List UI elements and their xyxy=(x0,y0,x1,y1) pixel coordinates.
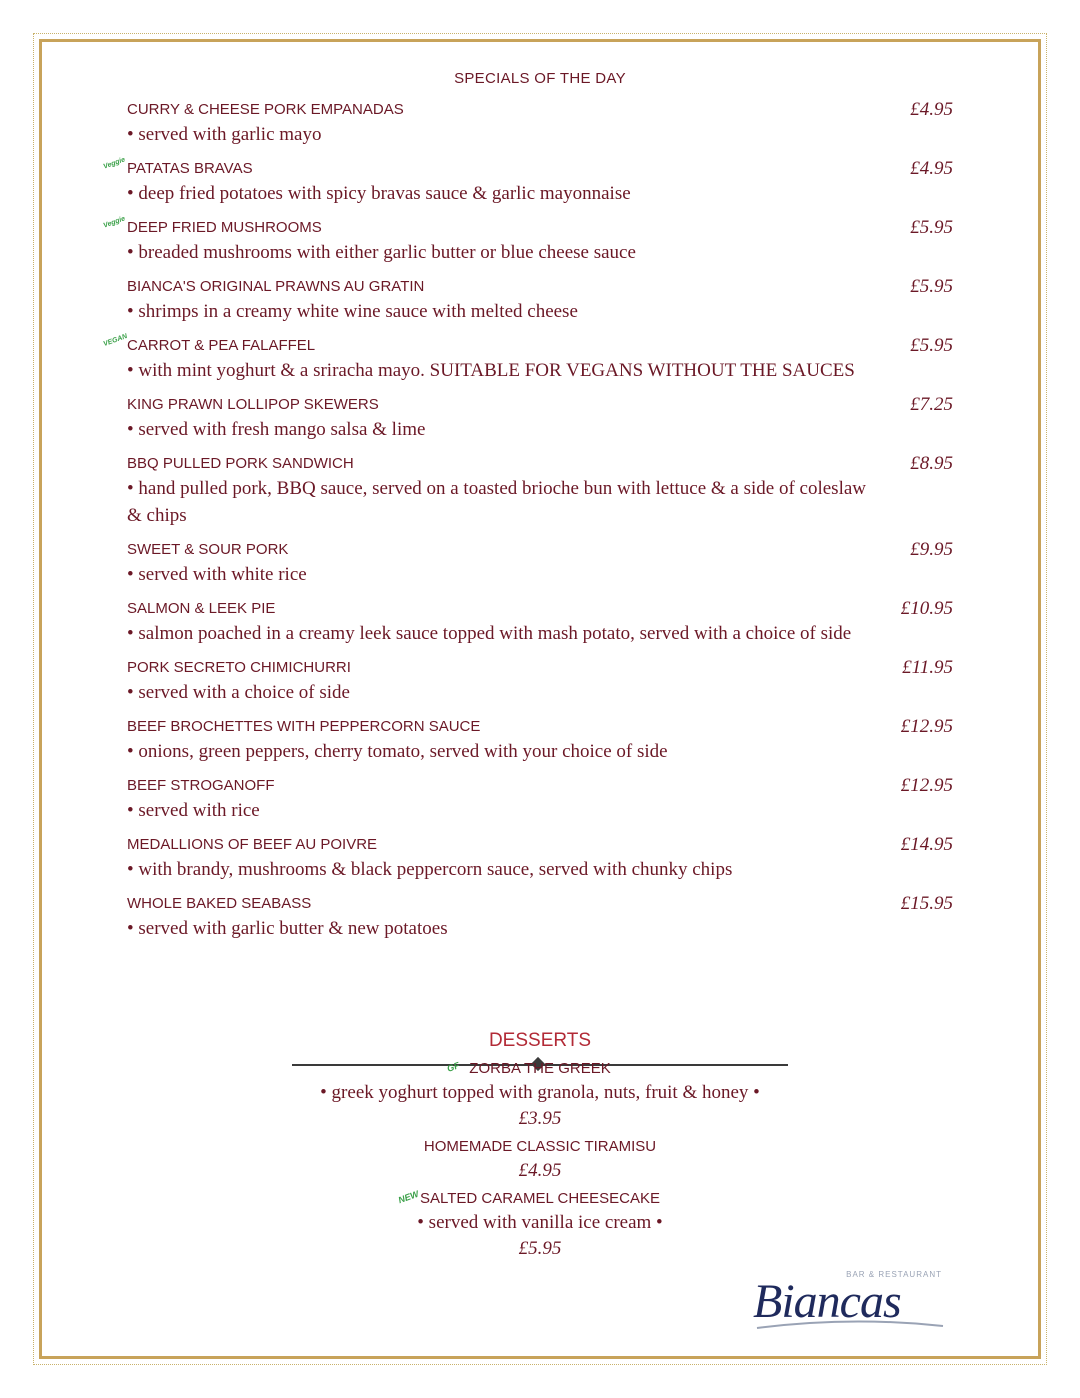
item-price: £5.95 xyxy=(910,335,953,356)
menu-item xyxy=(102,215,957,266)
item-price: £7.25 xyxy=(910,394,953,415)
menu-item xyxy=(127,598,957,647)
desserts-title: DESSERTS xyxy=(488,1030,592,1051)
item-description: • shrimps in a creamy white wine sauce with melted cheese xyxy=(127,301,578,322)
dessert-price: £3.95 xyxy=(518,1108,562,1129)
item-name: SALMON & LEEK PIE xyxy=(127,600,276,617)
item-name: DEEP FRIED MUSHROOMS xyxy=(127,219,322,236)
item-description: • deep fried potatoes with spicy bravas sauce & garlic mayonnaise xyxy=(127,183,631,204)
item-price: £14.95 xyxy=(900,834,953,855)
item-name: PORK SECRETO CHIMICHURRI xyxy=(127,659,351,676)
specials-title: SPECIALS OF THE DAY xyxy=(454,70,626,87)
item-price: £10.95 xyxy=(900,598,953,619)
menu-item xyxy=(127,539,957,588)
item-name: BIANCA'S ORIGINAL PRAWNS AU GRATIN xyxy=(127,278,425,295)
item-name: SWEET & SOUR PORK xyxy=(127,541,289,558)
item-description: • onions, green peppers, cherry tomato, served with your choice of side xyxy=(127,741,668,762)
logo-swoosh-icon xyxy=(755,1318,945,1334)
logo-subtitle: BAR & RESTAURANT xyxy=(846,1270,942,1279)
item-description: • served with white rice xyxy=(127,564,307,585)
item-name: BEEF STROGANOFF xyxy=(127,777,275,794)
item-price: £5.95 xyxy=(910,217,953,238)
item-description: • hand pulled pork, BBQ sauce, served on a toasted brioche bun with lettuce & a side of coleslaw & chips xyxy=(127,478,867,526)
item-name: WHOLE BAKED SEABASS xyxy=(127,895,312,912)
menu-item xyxy=(127,99,957,148)
item-name: KING PRAWN LOLLIPOP SKEWERS xyxy=(127,396,379,413)
dessert-description: • greek yoghurt topped with granola, nuts, fruit & honey • xyxy=(320,1082,760,1103)
dessert-item xyxy=(0,1058,1080,1132)
dessert-item xyxy=(0,1188,1080,1262)
menu-item xyxy=(102,332,957,384)
item-description: • served with fresh mango salsa & lime xyxy=(127,419,426,440)
item-price: £8.95 xyxy=(910,453,953,474)
logo-wordmark: Biancas xyxy=(753,1275,901,1328)
item-name: BBQ PULLED PORK SANDWICH xyxy=(127,455,354,472)
item-name: CURRY & CHEESE PORK EMPANADAS xyxy=(127,101,404,118)
dessert-price: £5.95 xyxy=(518,1238,562,1259)
item-price: £11.95 xyxy=(902,657,953,678)
menu-item xyxy=(127,453,957,529)
menu-item xyxy=(127,276,957,325)
dessert-price: £4.95 xyxy=(518,1160,562,1181)
item-description: • served with rice xyxy=(127,800,260,821)
item-price: £4.95 xyxy=(910,158,953,179)
item-price: £12.95 xyxy=(900,775,953,796)
veggie-icon: Veggie xyxy=(102,215,127,230)
item-description: • salmon poached in a creamy leek sauce topped with mash potato, served with a choice of side xyxy=(127,623,852,644)
restaurant-logo xyxy=(745,1268,960,1338)
veggie-icon: Veggie xyxy=(102,156,127,171)
menu-item xyxy=(127,834,957,883)
item-name: BEEF BROCHETTES WITH PEPPERCORN SAUCE xyxy=(127,718,481,735)
item-price: £12.95 xyxy=(900,716,953,737)
item-name: CARROT & PEA FALAFFEL xyxy=(127,337,316,354)
item-description: • served with a choice of side xyxy=(127,682,350,703)
item-description: • with brandy, mushrooms & black peppercorn sauce, served with chunky chips xyxy=(127,859,733,880)
menu-item xyxy=(102,156,957,207)
item-price: £4.95 xyxy=(910,99,953,120)
item-description: • with mint yoghurt & a sriracha mayo. SUITABLE FOR VEGANS WITHOUT THE SAUCES xyxy=(127,360,855,381)
menu-item xyxy=(127,716,957,765)
dessert-name: HOMEMADE CLASSIC TIRAMISU xyxy=(423,1138,657,1155)
item-name: PATATAS BRAVAS xyxy=(127,160,253,177)
gluten-free-icon: GF xyxy=(445,1060,462,1074)
new-badge-icon: NEW xyxy=(396,1188,421,1206)
dessert-name: ZORBA THE GREEK xyxy=(469,1060,611,1077)
item-description: • served with garlic butter & new potatoes xyxy=(127,918,448,939)
item-price: £5.95 xyxy=(910,276,953,297)
item-price: £9.95 xyxy=(910,539,953,560)
vegan-icon: VEGAN xyxy=(102,332,129,349)
item-description: • breaded mushrooms with either garlic butter or blue cheese sauce xyxy=(127,242,636,263)
item-price: £15.95 xyxy=(900,893,953,914)
menu-item xyxy=(127,775,957,824)
menu-item xyxy=(127,657,957,706)
specials-list xyxy=(102,99,957,952)
dessert-name: SALTED CARAMEL CHEESECAKE xyxy=(419,1190,661,1207)
item-name: MEDALLIONS OF BEEF AU POIVRE xyxy=(127,836,378,853)
dessert-item xyxy=(0,1136,1080,1184)
menu-item xyxy=(127,893,957,942)
dessert-description: • served with vanilla ice cream • xyxy=(417,1212,663,1233)
item-description: • served with garlic mayo xyxy=(127,124,322,145)
menu-item xyxy=(127,394,957,443)
